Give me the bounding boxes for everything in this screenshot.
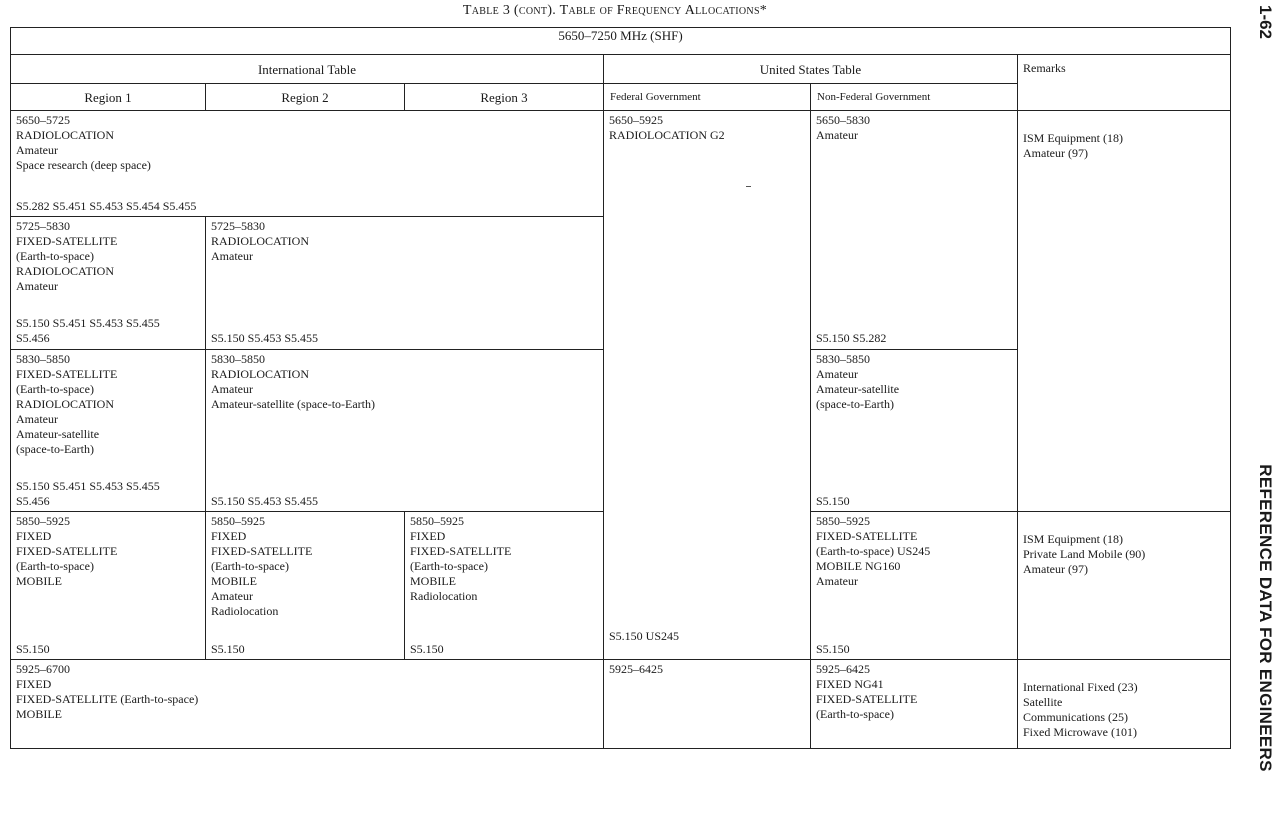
header-region-3: Region 3 <box>405 84 604 111</box>
cell-5830-5850-region-1: 5830–5850 FIXED-SATELLITE (Earth-to-space) RADIOLOCATION Amateur Amateur-satellite (space-to-Earth) S5.150 S5.451 S5.453 S5.455 S5.456 <box>11 349 206 511</box>
band-title: 5650–7250 MHz (SHF) <box>11 28 1231 55</box>
cell-5850-5925-region-3: 5850–5925 FIXED FIXED-SATELLITE (Earth-to-space) MOBILE Radiolocation S5.150 <box>405 512 604 660</box>
footnote: S5.150 <box>410 642 444 656</box>
footnote: S5.150 S5.453 S5.455 <box>211 493 319 508</box>
page-margin <box>1250 0 1280 838</box>
page-number: 1-62 <box>1256 4 1275 40</box>
header-region-1: Region 1 <box>11 84 206 111</box>
footnote: S5.150 S5.451 S5.453 S5.455 S5.456 <box>16 316 160 346</box>
footnote: S5.150 <box>816 642 850 656</box>
cell-5830-5850-regions-2-3: 5830–5850 RADIOLOCATION Amateur Amateur-satellite (space-to-Earth) S5.150 S5.453 S5.455 <box>206 349 604 511</box>
cell-5850-5925-region-2: 5850–5925 FIXED FIXED-SATELLITE (Earth-to-space) MOBILE Amateur Radiolocation S5.150 <box>206 512 405 660</box>
footnote: S5.150 S5.282 <box>816 331 887 345</box>
header-international: International Table <box>11 55 604 84</box>
running-section-title: REFERENCE DATA FOR ENGINEERS <box>1256 464 1275 772</box>
header-united-states: United States Table <box>604 55 1018 84</box>
cell-federal-5650-5925: 5650–5925 RADIOLOCATION G2 S5.150 US245 <box>604 111 811 660</box>
header-remarks: Remarks <box>1018 55 1231 111</box>
footnote: S5.150 <box>16 642 50 656</box>
remarks-block-1: ISM Equipment (18) Amateur (97) <box>1018 111 1231 512</box>
footnote: S5.150 S5.451 S5.453 S5.455 S5.456 <box>16 478 160 508</box>
cell-nonfederal-5830-5850: 5830–5850 Amateur Amateur-satellite (space-to-Earth) S5.150 <box>811 349 1018 511</box>
cell-nonfederal-5650-5830: 5650–5830 Amateur S5.150 S5.282 <box>811 111 1018 350</box>
header-region-2: Region 2 <box>206 84 405 111</box>
header-non-federal: Non-Federal Government <box>811 84 1018 111</box>
cell-federal-5925-6425: 5925–6425 <box>604 660 811 749</box>
cell-5725-5830-regions-2-3: 5725–5830 RADIOLOCATION Amateur S5.150 S5.453 S5.455 <box>206 217 604 349</box>
footnote: S5.150 <box>816 493 850 508</box>
cell-nonfederal-5925-6425: 5925–6425 FIXED NG41 FIXED-SATELLITE (Earth-to-space) <box>811 660 1018 749</box>
remarks-block-4: ISM Equipment (18) Private Land Mobile (90) Amateur (97) <box>1018 512 1231 660</box>
cell-nonfederal-5850-5925: 5850–5925 FIXED-SATELLITE (Earth-to-space) US245 MOBILE NG160 Amateur S5.150 <box>811 512 1018 660</box>
footnote: S5.150 US245 <box>609 629 680 643</box>
header-federal: Federal Government <box>604 84 811 111</box>
remarks-block-5: International Fixed (23) Satellite Communications (25) Fixed Microwave (101) <box>1018 660 1231 749</box>
table-caption: Table 3 (cont). Table of Frequency Allocations* <box>462 3 768 18</box>
cell-5850-5925-region-1: 5850–5925 FIXED FIXED-SATELLITE (Earth-to-space) MOBILE S5.150 <box>11 512 206 660</box>
frequency-allocation-table <box>10 27 1231 749</box>
footnote: S5.282 S5.451 S5.453 S5.454 S5.455 <box>16 199 197 213</box>
cell-5925-6700-all-regions: 5925–6700 FIXED FIXED-SATELLITE (Earth-to-space) MOBILE <box>11 660 604 749</box>
footnote: S5.150 <box>211 642 245 656</box>
cell-5725-5830-region-1: 5725–5830 FIXED-SATELLITE (Earth-to-space) RADIOLOCATION Amateur S5.150 S5.451 S5.453 S5.455 S5.456 <box>11 217 206 349</box>
stray-mark <box>746 186 751 187</box>
footnote: S5.150 S5.453 S5.455 <box>211 331 319 346</box>
cell-5650-5725-all-regions: 5650–5725 RADIOLOCATION Amateur Space research (deep space) S5.282 S5.451 S5.453 S5.454 S5.455 <box>11 111 604 217</box>
